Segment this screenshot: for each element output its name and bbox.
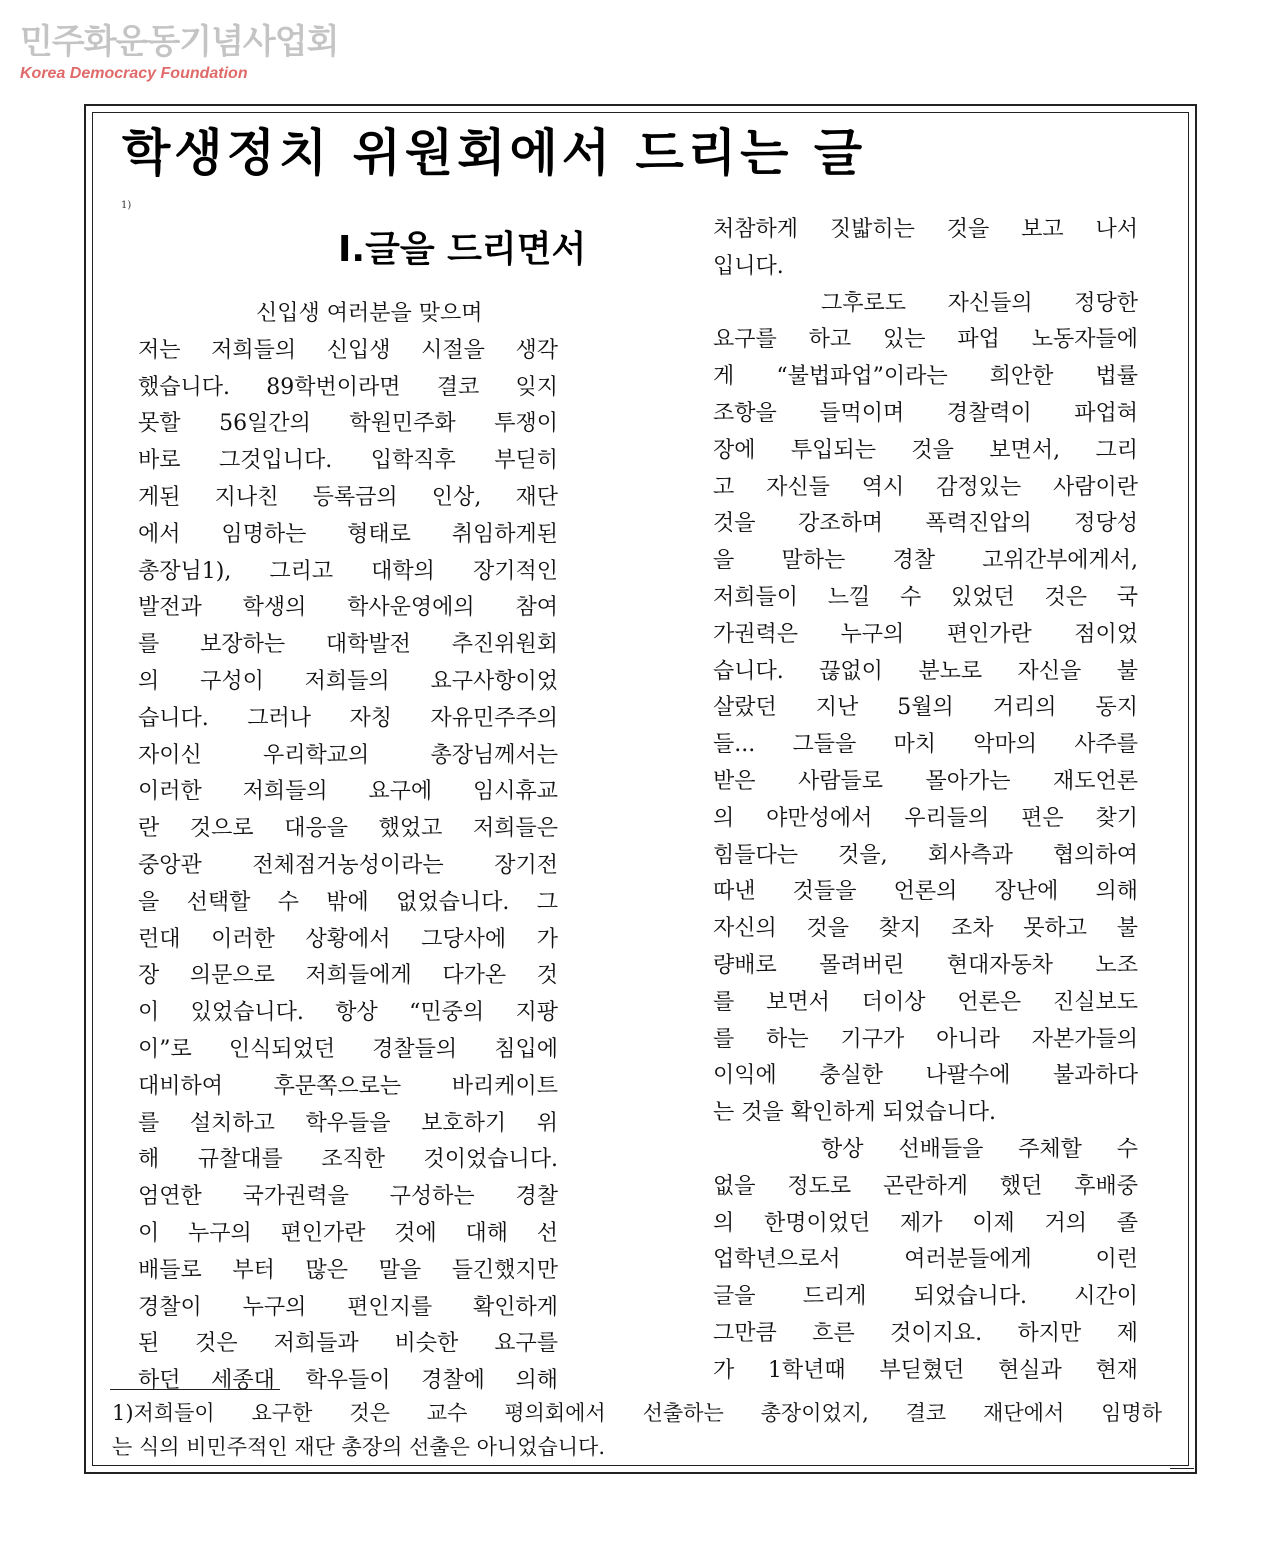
right-text-column [713, 212, 1138, 1390]
text-line: 받은 사람들로 몰아가는 재도언론 [713, 768, 1138, 794]
left-text-column [138, 296, 558, 1400]
text-line: 바로 그것입니다. 입학직후 부딛히 [138, 448, 558, 474]
text-line: 이 있었습니다. 항상 “민중의 지팡 [138, 1000, 558, 1026]
text-line: 의 구성이 저희들의 요구사항이었 [138, 668, 558, 694]
text-line: 요구를 하고 있는 파업 노동자들에 [713, 327, 1138, 353]
text-line: 를 보장하는 대학발전 추진위원회 [138, 632, 558, 658]
text-line: 입니다. [713, 253, 784, 279]
text-line: 장에 투입되는 것을 보면서, 그리 [713, 437, 1138, 463]
text-line: 글을 드리게 되었습니다. 시간이 [713, 1284, 1138, 1310]
text-line: 대비하여 후문쪽으로는 바리케이트 [138, 1073, 558, 1099]
footnote-line: 1)저희들이 요구한 것은 교수 평의회에서 선출하는 총장이었지, 결코 재단에서 임명하 [112, 1401, 1162, 1425]
title-footnote-marker: 1) [121, 200, 132, 211]
watermark-korean: 민주화운동기념사업회 [20, 22, 339, 62]
text-line: 살랐던 지난 5월의 거리의 동지 [713, 695, 1138, 721]
text-line: 이러한 저희들의 요구에 임시휴교 [138, 779, 558, 805]
text-line: 가 1학년때 부딛혔던 현실과 현재 [713, 1357, 1138, 1383]
text-line: 항상 선배들을 주체할 수 [821, 1136, 1138, 1162]
text-line: 을 말하는 경찰 고위간부에게서, [713, 548, 1138, 574]
text-line: 게된 지나친 등록금의 인상, 재단 [138, 484, 558, 510]
text-line: 업학년으로서 여러분들에게 이런 [713, 1247, 1138, 1273]
text-line: 발전과 학생의 학사운영에의 참여 [138, 595, 558, 621]
text-line: 것을 강조하며 폭력진압의 정당성 [713, 511, 1138, 537]
text-line: 자신의 것을 찾지 조차 못하고 불 [713, 916, 1138, 942]
footnote [112, 1396, 1162, 1464]
watermark-english: Korea Democracy Foundation [20, 65, 248, 82]
text-line: 없을 정도로 곤란하게 했던 후배중 [713, 1173, 1138, 1199]
text-line: 를 설치하고 학우들을 보호하기 위 [138, 1110, 558, 1136]
text-line: 총장님1), 그리고 대학의 장기적인 [138, 558, 558, 584]
text-line: 하던 세종대 학우들이 경찰에 의해 [138, 1368, 558, 1394]
text-line: 고 자신들 역시 감정있는 사람이란 [713, 474, 1138, 500]
text-line: 저희들이 느낄 수 있었던 것은 국 [713, 584, 1138, 610]
text-line: 장 의문으로 저희들에게 다가온 것 [138, 963, 558, 989]
text-line: 했습니다. 89학번이라면 결코 잊지 [138, 374, 558, 400]
text-line: 의 야만성에서 우리들의 편은 찾기 [713, 805, 1138, 831]
text-line: 의 한명이었던 제가 이제 거의 졸 [713, 1210, 1138, 1236]
text-line: 들... 그들을 마치 악마의 사주를 [713, 732, 1138, 758]
text-line: 런대 이러한 상황에서 그당사에 가 [138, 926, 558, 952]
text-line: 따낸 것들을 언론의 장난에 의해 [713, 879, 1138, 905]
text-line: 량배로 몰려버린 현대자동차 노조 [713, 952, 1138, 978]
text-line: 조항을 들먹이며 경찰력이 파업혀 [713, 400, 1138, 426]
text-line: 중앙관 전체점거농성이라는 장기전 [138, 852, 558, 878]
text-line: 이”로 인식되었던 경찰들의 침입에 [138, 1036, 558, 1062]
text-line: 된 것은 저희들과 비슷한 요구를 [138, 1331, 558, 1357]
text-line: 게 “불법파업”이라는 희안한 법률 [713, 364, 1138, 390]
text-line: 경찰이 누구의 편인지를 확인하게 [138, 1294, 558, 1320]
text-line: 을 선택할 수 밖에 없었습니다. 그 [138, 889, 558, 915]
text-line: 는 것을 확인하게 되었습니다. [713, 1100, 996, 1126]
text-line: 란 것으로 대응을 했었고 저희들은 [138, 816, 558, 842]
footnote-rule [110, 1389, 280, 1390]
frame-corner-mark [1170, 1458, 1194, 1469]
text-line: 배들로 부터 많은 말을 들긴했지만 [138, 1257, 558, 1283]
text-line: 못할 56일간의 학원민주화 투쟁이 [138, 411, 558, 437]
footnote-line: 는 식의 비민주적인 재단 총장의 선출은 아니었습니다. [112, 1435, 606, 1459]
text-line: 힘들다는 것을, 회사측과 협의하여 [713, 842, 1138, 868]
text-line: 에서 임명하는 형태로 취임하게된 [138, 521, 558, 547]
text-line: 를 하는 기구가 아니라 자본가들의 [713, 1026, 1138, 1052]
text-line: 가권력은 누구의 편인가란 점이었 [713, 621, 1138, 647]
text-line: 처참하게 짓밟히는 것을 보고 나서 [713, 217, 1138, 242]
text-line: 를 보면서 더이상 언론은 진실보도 [713, 989, 1138, 1015]
page-title: 학생정치 위원회에서 드리는 글 [122, 124, 867, 182]
text-line: 신입생 여러분을 맞으며 [256, 301, 483, 326]
text-line: 그만큼 흐른 것이지요. 하지만 제 [713, 1320, 1138, 1346]
text-line: 엄연한 국가권력을 구성하는 경찰 [138, 1184, 558, 1210]
text-line: 해 규찰대를 조직한 것이었습니다. [138, 1147, 558, 1173]
text-line: 자이신 우리학교의 총장님께서는 [138, 742, 558, 768]
text-line: 습니다. 그러나 자칭 자유민주주의 [138, 705, 558, 731]
text-line: 이익에 충실한 나팔수에 불과하다 [713, 1063, 1138, 1089]
text-line: 저는 저희들의 신입생 시절을 생각 [138, 337, 558, 363]
section-heading: I.글을 드리면서 [338, 229, 587, 270]
text-line: 이 누구의 편인가란 것에 대해 선 [138, 1220, 558, 1246]
text-line: 습니다. 끊없이 분노로 자신을 불 [713, 658, 1138, 684]
text-line: 그후로도 자신들의 정당한 [821, 290, 1138, 316]
watermark [20, 22, 338, 84]
